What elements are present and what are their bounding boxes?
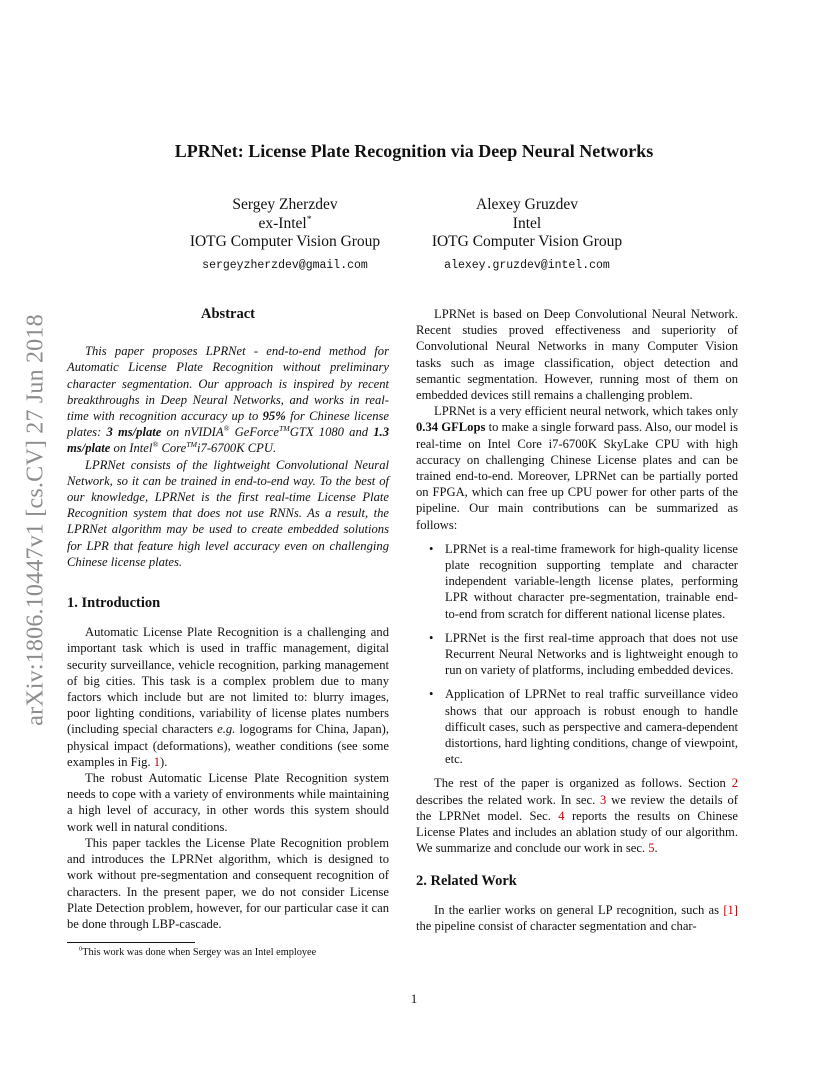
section-heading-related-work: 2. Related Work xyxy=(416,872,517,889)
list-item: • LPRNet is the first real-time approach that does not use Recurrent Neural Networks and is lightweight enough to run on variety of platforms, including embedded devices. xyxy=(429,630,738,678)
body-paragraph-2: LPRNet is a very efficient neural network, which takes only 0.34 GFLops to make a single forward pass. Also, our model is real-time on Intel Core i7-6700K SkyLake CPU with high accuracy on challenging Chinese License plates and can be trained end-to-end. Moreover, LPRNet can be partially ported on FPGA, which can free up CPU power for other parts of the pipeline. Our main contributions can be summarized as follows: xyxy=(416,404,738,532)
abstract-section xyxy=(67,306,389,570)
list-item: • Application of LPRNet to real traffic surveillance video shows that our approach is robust enough to handle difficult cases, such as perspective and camera-dependent distortions, hard lighting conditions, change of viewpoint, etc. xyxy=(429,687,738,767)
related-work-paragraph: In the earlier works on general LP recognition, such as [1] the pipeline consist of character segmentation and char- xyxy=(416,902,738,933)
author-email[interactable]: alexey.gruzdev@intel.com xyxy=(444,258,610,272)
section-heading-introduction: 1. Introduction xyxy=(67,595,161,612)
body-paragraph-3: The rest of the paper is organized as follows. Section 2 describes the related work. In sec. 3 we review the details of the LPRNet model. Sec. 4 reports the results on Chinese License Plates and includes an ablation study of our algorithm. We summarize and conclude our work in sec. 5. xyxy=(416,776,739,856)
section-reference-link[interactable]: 3 xyxy=(600,792,607,807)
arxiv-identifier-stamp: arXiv:1806.10447v1 [cs.CV] 27 Jun 2018 xyxy=(22,314,49,726)
author-name: Sergey Zherzdev xyxy=(232,196,338,213)
author-affiliation: ex-Intel* xyxy=(258,213,312,232)
section-reference-link[interactable]: 2 xyxy=(731,776,738,791)
list-item: • LPRNet is a real-time framework for high-quality license plate recognition supporting template and character independent variable-length license plates, performing LPR without character pre-segmentation, trainable end-to-end from scratch for different national license plates. xyxy=(429,541,738,621)
intro-paragraph-2: The robust Automatic License Plate Recognition system needs to cope with a variety of environments while maintaining a high level of accuracy, in other words this system should work well in natural conditions. xyxy=(67,771,389,834)
citation-link[interactable]: [1] xyxy=(723,902,738,917)
page-number: 1 xyxy=(410,991,418,1006)
body-paragraph-1: LPRNet is based on Deep Convolutional Neural Network. Recent studies proved effectiveness and superiority of Convolutional Neural Networks in many Computer Vision tasks such as image classification, object detection and semantic segmentation. However, running most of them on embedded devices still remains a challenging problem. xyxy=(416,307,738,403)
abstract-paragraph-2: LPRNet consists of the lightweight Convolutional Neural Network, so it can be trained in end-to-end way. To the best of our knowledge, LPRNet is the first real-time License Plate Recognition system that does not use RNNs. As a result, the LPRNet algorithm may be used to create embedded solutions for LPR that feature high level accuracy even on challenging Chinese license plates. xyxy=(67,457,389,569)
bullet-icon: • xyxy=(429,687,434,702)
author-affiliation: Intel xyxy=(512,214,542,232)
footnote-divider xyxy=(67,942,195,943)
footnote: $^0$This work was done when Sergey was an Intel employee xyxy=(79,945,317,959)
left-column xyxy=(67,306,389,959)
bullet-icon: • xyxy=(429,541,434,556)
intro-paragraph-1: Automatic License Plate Recognition is a challenging and important task which is used in traffic management, digital security surveillance, vehicle recognition, parking management of big cities. This task is a complex problem due to many factors which include but are not limited to: blurry images, poor lighting conditions, variability of license plates numbers (including special characters e.g. logograms for China, Japan), physical impact (deformations), weather conditions (see some examples in Fig. 1). xyxy=(67,625,389,769)
section-reference-link[interactable]: 5 xyxy=(648,841,655,856)
author-name: Alexey Gruzdev xyxy=(476,196,578,213)
figure-reference-link[interactable]: 1 xyxy=(153,754,161,769)
author-group: IOTG Computer Vision Group xyxy=(189,233,381,250)
right-column xyxy=(416,306,738,934)
abstract-paragraph-1: This paper proposes LPRNet - end-to-end method for Automatic License Plate Recognition without preliminary character segmentation. Our approach is inspired by recent breakthroughs in Deep Neural Networks, and works in real-time with recognition accuracy up to 95% for Chinese license plates: 3 ms/plate on nVIDIA® GeForce™GTX 1080 and 1.3 ms/plate on Intel® Core™i7-6700K CPU. xyxy=(67,344,390,456)
intro-paragraph-3: This paper tackles the License Plate Recognition problem and introduces the LPRNet algorithm, which is designed to work without pre-segmentation and consequent recognition of characters. In the present paper, we do not consider License Plate Detection problem, however, for our particular case it can be done through LBP-cascade. xyxy=(67,835,389,931)
paper-title: LPRNet: License Plate Recognition via Deep Neural Networks xyxy=(174,141,654,161)
section-reference-link[interactable]: 4 xyxy=(558,808,565,823)
contributions-list xyxy=(416,541,738,768)
abstract-heading: Abstract xyxy=(201,306,255,322)
author-group: IOTG Computer Vision Group xyxy=(431,233,623,250)
author-block-2 xyxy=(398,196,656,275)
author-block-1 xyxy=(150,196,420,275)
bullet-icon: • xyxy=(429,630,434,645)
affiliation-footnote-mark: * xyxy=(306,213,312,225)
author-email[interactable]: sergeyzherzdev@gmail.com xyxy=(202,258,368,272)
